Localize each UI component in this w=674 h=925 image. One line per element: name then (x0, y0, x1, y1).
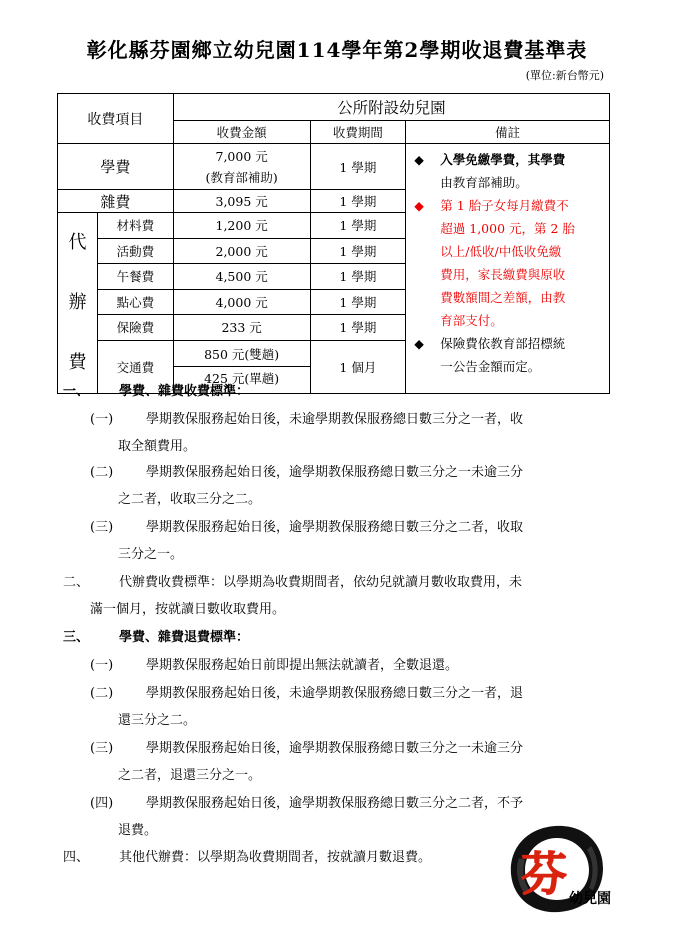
item-text: 學期教保服務起始日後，逾學期教保服務總日數三分之一未逾三分 (146, 741, 524, 756)
tuition-amount-value: 7,000 元 (215, 148, 268, 164)
agency-item-period: 1 學期 (310, 238, 406, 264)
tuition-amount (173, 144, 310, 190)
agency-char-3: 費 (68, 352, 87, 373)
section-2-text-cont: 滿一個月，按就讀日數收取費用。 (90, 602, 286, 617)
diamond-bullet-icon: ◆ (414, 198, 424, 213)
section-2-text: 代辦費收費標準：以學期為收費期間者，依幼兒就讀月數收取費用，未 (119, 575, 523, 590)
item-text: 學期教保服務起始日前即提出無法就讀者，全數退還。 (146, 658, 459, 673)
header-item: 收費項目 (58, 94, 174, 144)
misc-amount: 3,095 元 (173, 190, 310, 213)
logo-text: 幼兒園 (569, 891, 611, 907)
note-1-line-2: 由教育部補助。 (440, 175, 528, 190)
page-title: 彰化縣芬園鄉立幼兒園114學年第2學期收退費基準表 (86, 38, 588, 62)
item-number: (三) (90, 741, 114, 756)
section-1-title: 學費、雜費收費標準： (119, 384, 250, 399)
agency-item-period: 1 學期 (310, 315, 406, 341)
note-1-line-1: 入學免繳學費，其學費 (440, 152, 566, 167)
note-3-line-1: 保險費依教育部招標統 (440, 336, 566, 351)
note-2-line-5: 費數額間之差額，由教 (440, 290, 566, 305)
tuition-period: 1 學期 (310, 144, 406, 190)
item-number: (二) (90, 465, 114, 480)
transport-amount-round: 850 元(雙趟) (174, 343, 310, 367)
note-1 (414, 148, 603, 194)
note-2-line-1: 第 1 胎子女每月繳費不 (440, 198, 569, 213)
agency-item-label: 材料費 (97, 213, 173, 239)
note-2 (414, 194, 603, 332)
item-text-cont: 之二者，收取三分之二。 (118, 492, 262, 507)
header-school: 公所附設幼兒園 (173, 94, 609, 121)
item-text-cont: 之二者，退還三分之一。 (118, 768, 262, 783)
agency-char-2: 辦 (68, 292, 87, 313)
section-2-number: 二、 (63, 575, 90, 590)
section-4-number: 四、 (63, 850, 90, 865)
logo-character: 芬 (521, 847, 567, 901)
agency-item-period: 1 學期 (310, 264, 406, 290)
note-3 (414, 332, 603, 378)
tuition-amount-note: (教育部補助) (205, 169, 278, 185)
note-2-line-4: 費用，家長繳費與原收 (440, 267, 566, 282)
transport-period: 1 個月 (310, 340, 406, 393)
item-text-cont: 還三分之二。 (118, 713, 197, 728)
section-3-number: 三、 (63, 630, 90, 645)
diamond-bullet-icon: ◆ (414, 336, 424, 351)
agency-item-label: 活動費 (97, 238, 173, 264)
item-text-cont: 三分之一。 (118, 547, 184, 562)
item-number: (一) (90, 658, 114, 673)
unit-label: (單位:新台幣元) (525, 69, 604, 82)
diamond-bullet-icon: ◆ (414, 152, 424, 167)
kindergarten-logo (505, 818, 635, 918)
transport-label: 交通費 (97, 340, 173, 393)
section-4-text: 其他代辦費：以學期為收費期間者，按就讀月數退費。 (119, 850, 432, 865)
item-number: (二) (90, 686, 114, 701)
item-number: (三) (90, 520, 114, 535)
agency-item-label: 午餐費 (97, 264, 173, 290)
item-number: (四) (90, 796, 114, 811)
agency-item-amount: 233 元 (173, 315, 310, 341)
agency-item-label: 點心費 (97, 289, 173, 315)
item-text: 學期教保服務起始日後，逾學期教保服務總日數三分之二者，收取 (146, 520, 524, 535)
agency-item-period: 1 學期 (310, 289, 406, 315)
note-2-line-6: 育部支付。 (440, 313, 503, 328)
transport-amount-single: 425 元(單趟) (204, 371, 280, 387)
agency-item-amount: 4,500 元 (173, 264, 310, 290)
item-text: 學期教保服務起始日後，未逾學期教保服務總日數三分之一者，退 (146, 686, 524, 701)
fee-table (57, 93, 610, 394)
agency-char-1: 代 (68, 232, 87, 253)
tuition-label: 學費 (58, 144, 174, 190)
header-notes: 備註 (406, 121, 610, 144)
agency-item-period: 1 學期 (310, 213, 406, 239)
agency-item-amount: 2,000 元 (173, 238, 310, 264)
header-amount: 收費金額 (173, 121, 310, 144)
item-text: 學期教保服務起始日後，未逾學期教保服務總日數三分之一者，收 (146, 412, 524, 427)
item-text-cont: 退費。 (118, 823, 158, 838)
note-2-line-2: 超過 1,000 元，第 2 胎 (440, 221, 575, 236)
item-text-cont: 取全額費用。 (118, 439, 197, 454)
item-number: (一) (90, 412, 114, 427)
notes-cell (406, 144, 610, 394)
section-1-number: 一、 (63, 384, 90, 399)
agency-fee-label (58, 213, 98, 394)
agency-item-label: 保險費 (97, 315, 173, 341)
note-2-line-3: 以上/低收/中低收免繳 (440, 244, 562, 259)
agency-item-amount: 4,000 元 (173, 289, 310, 315)
misc-period: 1 學期 (310, 190, 406, 213)
section-3-title: 學費、雜費退費標準： (119, 630, 250, 645)
note-3-line-2: 一公告金額而定。 (440, 359, 541, 374)
misc-label: 雜費 (58, 190, 174, 213)
agency-item-amount: 1,200 元 (173, 213, 310, 239)
header-period: 收費期間 (310, 121, 406, 144)
item-text: 學期教保服務起始日後，逾學期教保服務總日數三分之二者，不予 (146, 796, 524, 811)
item-text: 學期教保服務起始日後，逾學期教保服務總日數三分之一未逾三分 (146, 465, 524, 480)
